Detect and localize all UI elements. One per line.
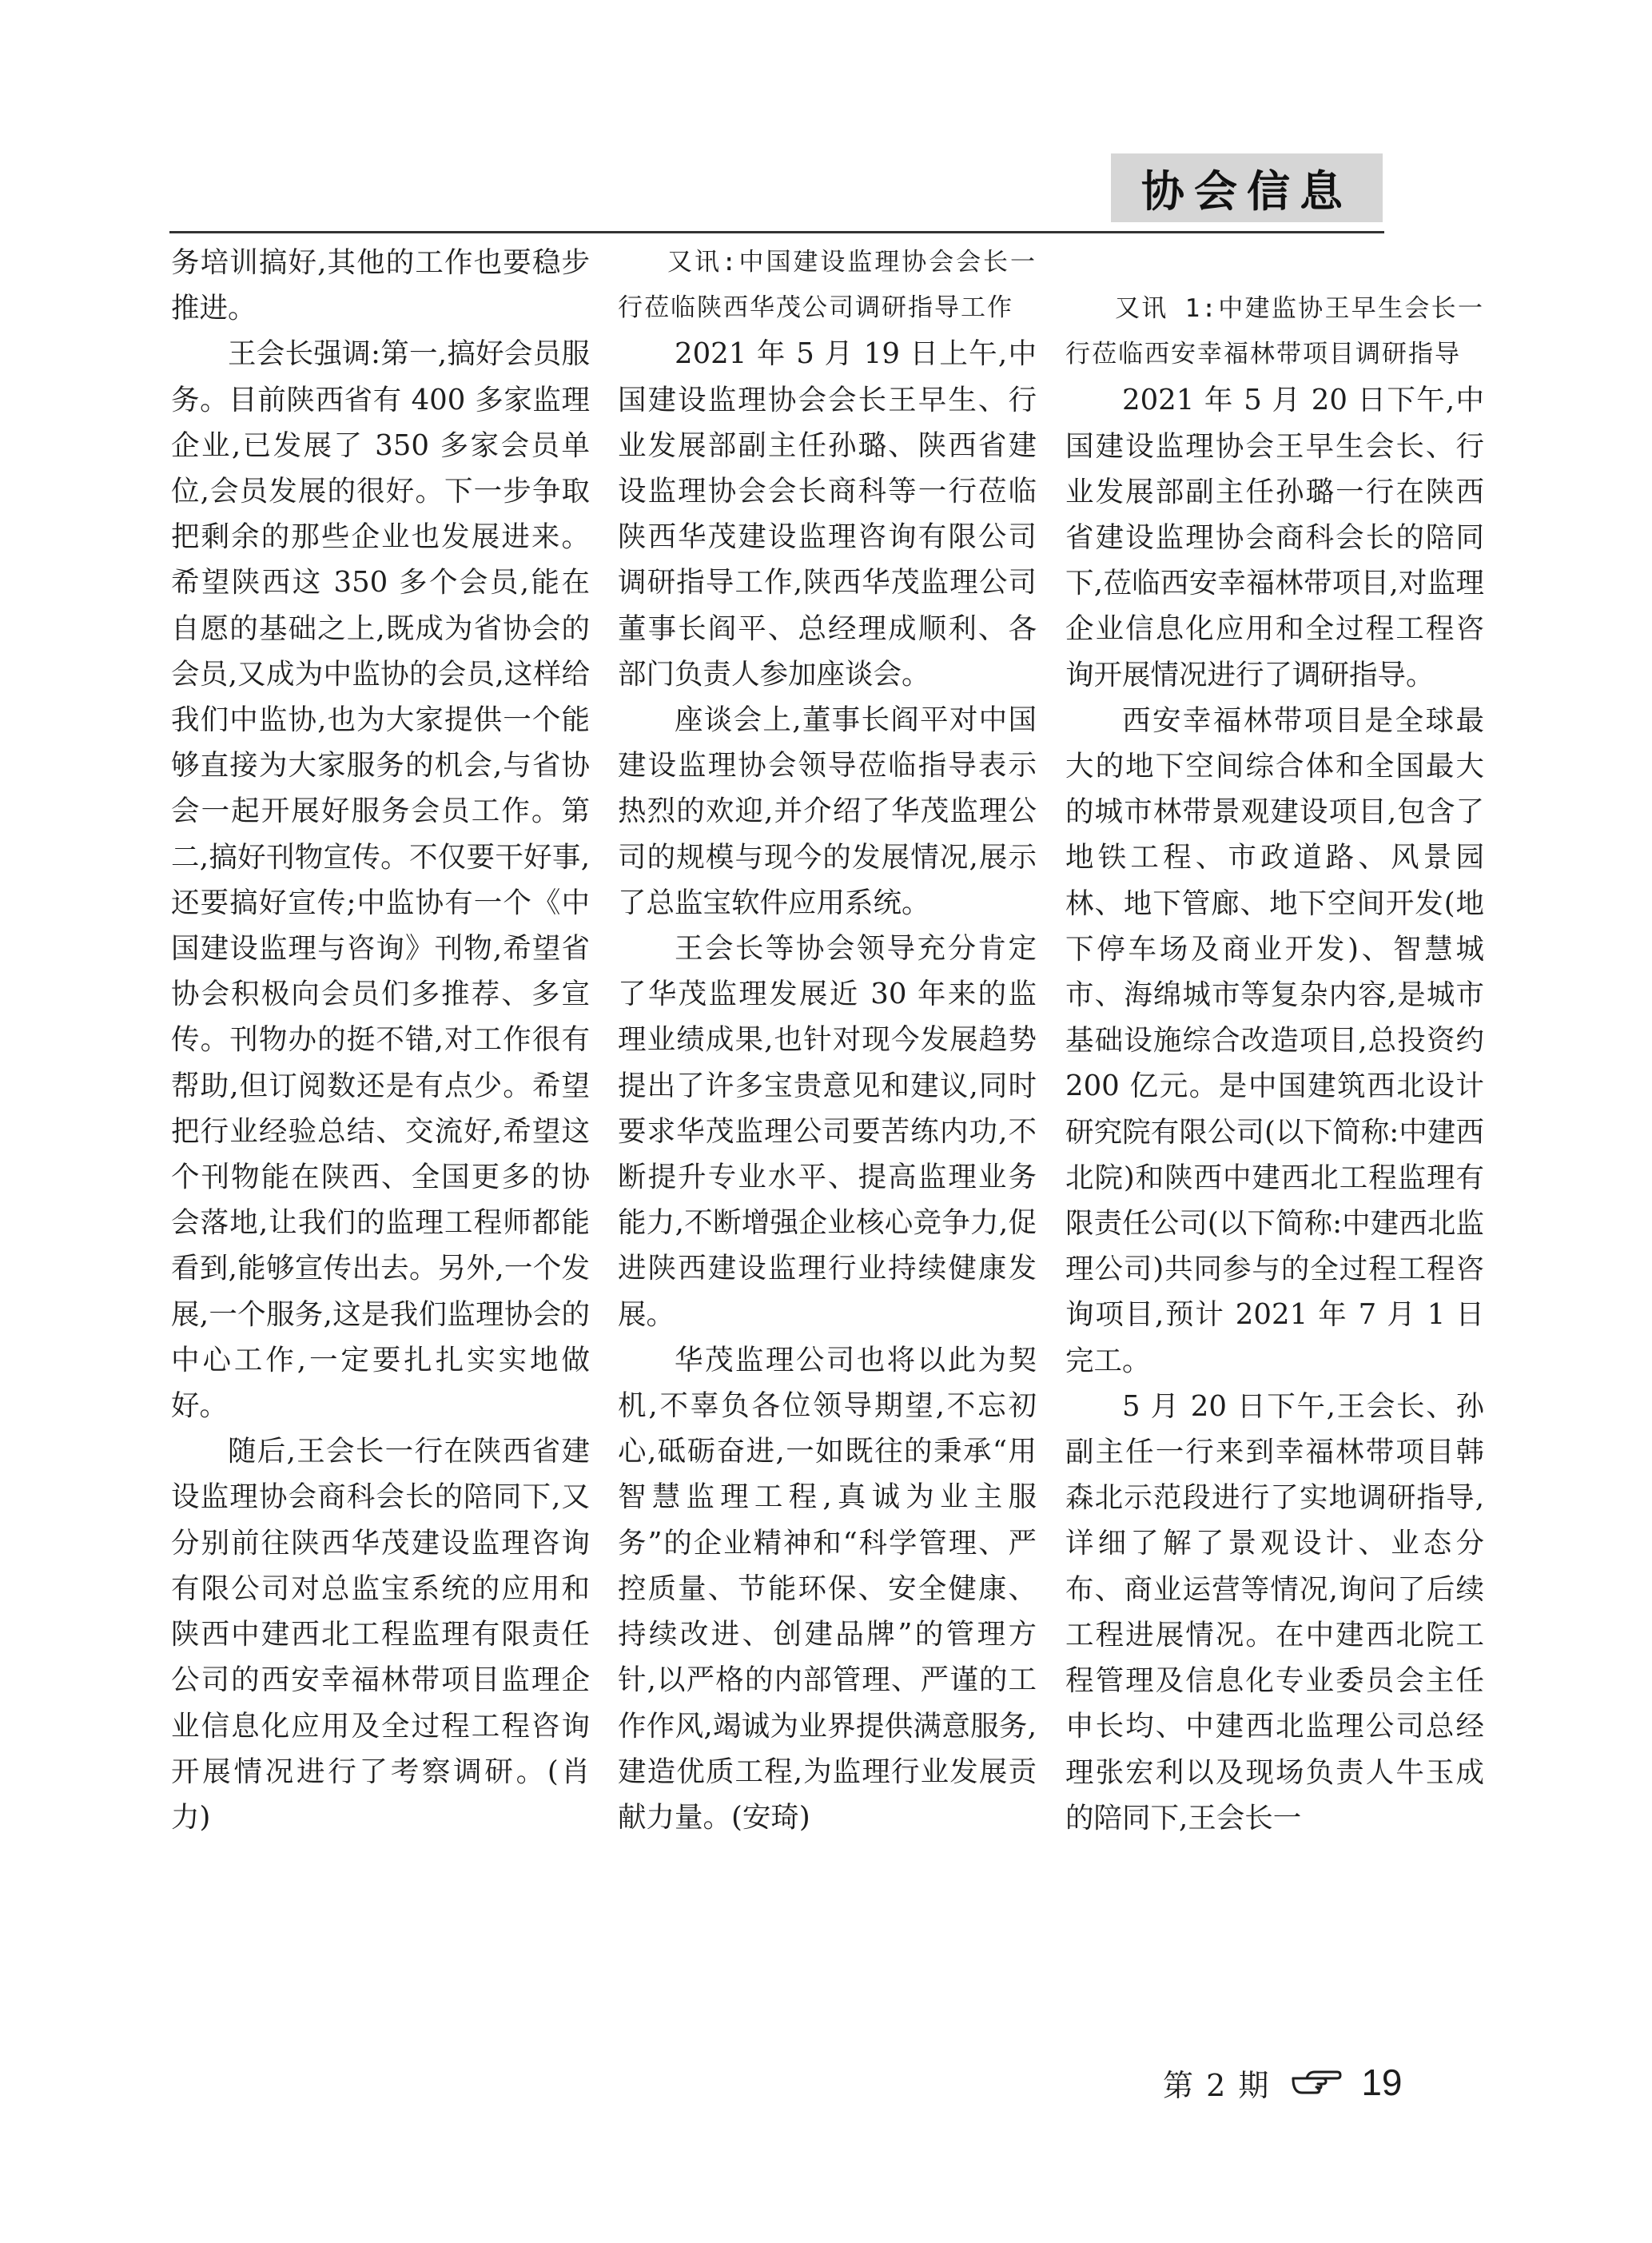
column-1 [171,240,590,1840]
paragraph: 王会长等协会领导充分肯定了华茂监理发展近 30 年来的监理业绩成果,也针对现今发展趋势提出了许多宝贵意见和建议,同时要求华茂监理公司要苦练内功,不断提升专业水平、提高监理业务能力,不断增强企业核心竞争力,促进陕西建设监理行业持续健康发展。 [618,932,1037,1331]
article-subhead: 又讯 1:中建监协王早生会长一行莅临西安幸福林带项目调研指导 [1065,294,1484,369]
paragraph: 5 月 20 日下午,王会长、孙副主任一行来到幸福林带项目韩森北示范段进行了实地调研指导,详细了解了景观设计、业态分布、商业运营等情况,询问了后续工程进展情况。在中建西北院工程管理及信息化专业委员会主任申长均、中建西北监理公司总经理张宏利以及现场负责人牛玉成的陪同下,王会长一 [1065,1389,1484,1835]
paragraph: 华茂监理公司也将以此为契机,不辜负各位领导期望,不忘初心,砥砺奋进,一如既往的秉承“用智慧监理工程,真诚为业主服务”的企业精神和“科学管理、严控质量、节能环保、安全健康、持续改进、创建品牌”的管理方针,以严格的内部管理、严谨的工作作风,竭诚为业界提供满意服务,建造优质工程,为监理行业发展贡献力量。(安琦) [618,1343,1037,1834]
article-subhead: 又讯:中国建设监理协会会长一行莅临陕西华茂公司调研指导工作 [618,248,1037,323]
paragraph: 随后,王会长一行在陕西省建设监理协会商科会长的陪同下,又分别前往陕西华茂建设监理咨询有限公司对总监宝系统的应用和陕西中建西北工程监理有限责任公司的西安幸福林带项目监理企业信息化应用及全过程工程咨询开展情况进行了考察调研。(肖力) [171,1435,590,1834]
page-number: 19 [1361,2062,1403,2103]
column-3 [1065,286,1484,1841]
page-footer [1163,2058,1403,2106]
paragraph: 2021 年 5 月 20 日下午,中国建设监理协会王早生会长、行业发展部副主任孙璐一行在陕西省建设监理协会商科会长的陪同下,莅临西安幸福林带项目,对监理企业信息化应用和全过程工程咨询开展情况进行了调研指导。 [1065,384,1484,691]
paragraph: 王会长强调:第一,搞好会员服务。目前陕西省有 400 多家监理企业,已发展了 350 多家会员单位,会员发展的很好。下一步争取把剩余的那些企业也发展进来。希望陕西这 350 多个会员,能在自愿的基础之上,既成为省协会的会员,又成为中监协的会员,这样给我们中监协,也为大家提供一个能够直接为大家服务的机会,与省协会一起开展好服务会员工作。第二,搞好刊物宣传。不仅要干好事,还要搞好宣传;中监协有一个《中国建设监理与咨询》刊物,希望省协会积极向会员们多推荐、多宣传。刊物办的挺不错,对工作很有帮助,但订阅数还是有点少。希望把行业经验总结、交流好,希望这个刊物能在陕西、全国更多的协会落地,让我们的监理工程师都能看到,能够宣传出去。另外,一个发展,一个服务,这是我们监理协会的中心工作,一定要扎扎实实地做好。 [171,337,590,1423]
paragraph: 2021 年 5 月 19 日上午,中国建设监理协会会长王早生、行业发展部副主任孙璐、陕西省建设监理协会会长商科等一行莅临陕西华茂建设监理咨询有限公司调研指导工作,陕西华茂监理公司董事长阎平、总经理成顺利、各部门负责人参加座谈会。 [618,337,1037,691]
issue-label: 第 2 期 [1163,2067,1271,2103]
column-2 [618,240,1037,1840]
paragraph: 座谈会上,董事长阎平对中国建设监理协会领导莅临指导表示热烈的欢迎,并介绍了华茂监理公司的规模与现今的发展情况,展示了总监宝软件应用系统。 [618,703,1037,919]
pointing-hand-icon [1291,2069,1342,2096]
paragraph: 西安幸福林带项目是全球最大的地下空间综合体和全国最大的城市林带景观建设项目,包含了地铁工程、市政道路、风景园林、地下管廊、地下空间开发(地下停车场及商业开发)、智慧城市、海绵城市等复杂内容,是城市基础设施综合改造项目,总投资约 200 亿元。是中国建筑西北设计研究院有限公司(以下简称:中建西北院)和陕西中建西北工程监理有限责任公司(以下简称:中建西北监理公司)共同参与的全过程工程咨询项目,预计 2021 年 7 月 1 日完工。 [1065,703,1484,1377]
section-tag: 协会信息 [1111,153,1383,222]
paragraph: 务培训搞好,其他的工作也要稳步推进。 [171,246,590,325]
header-rule [169,231,1384,233]
